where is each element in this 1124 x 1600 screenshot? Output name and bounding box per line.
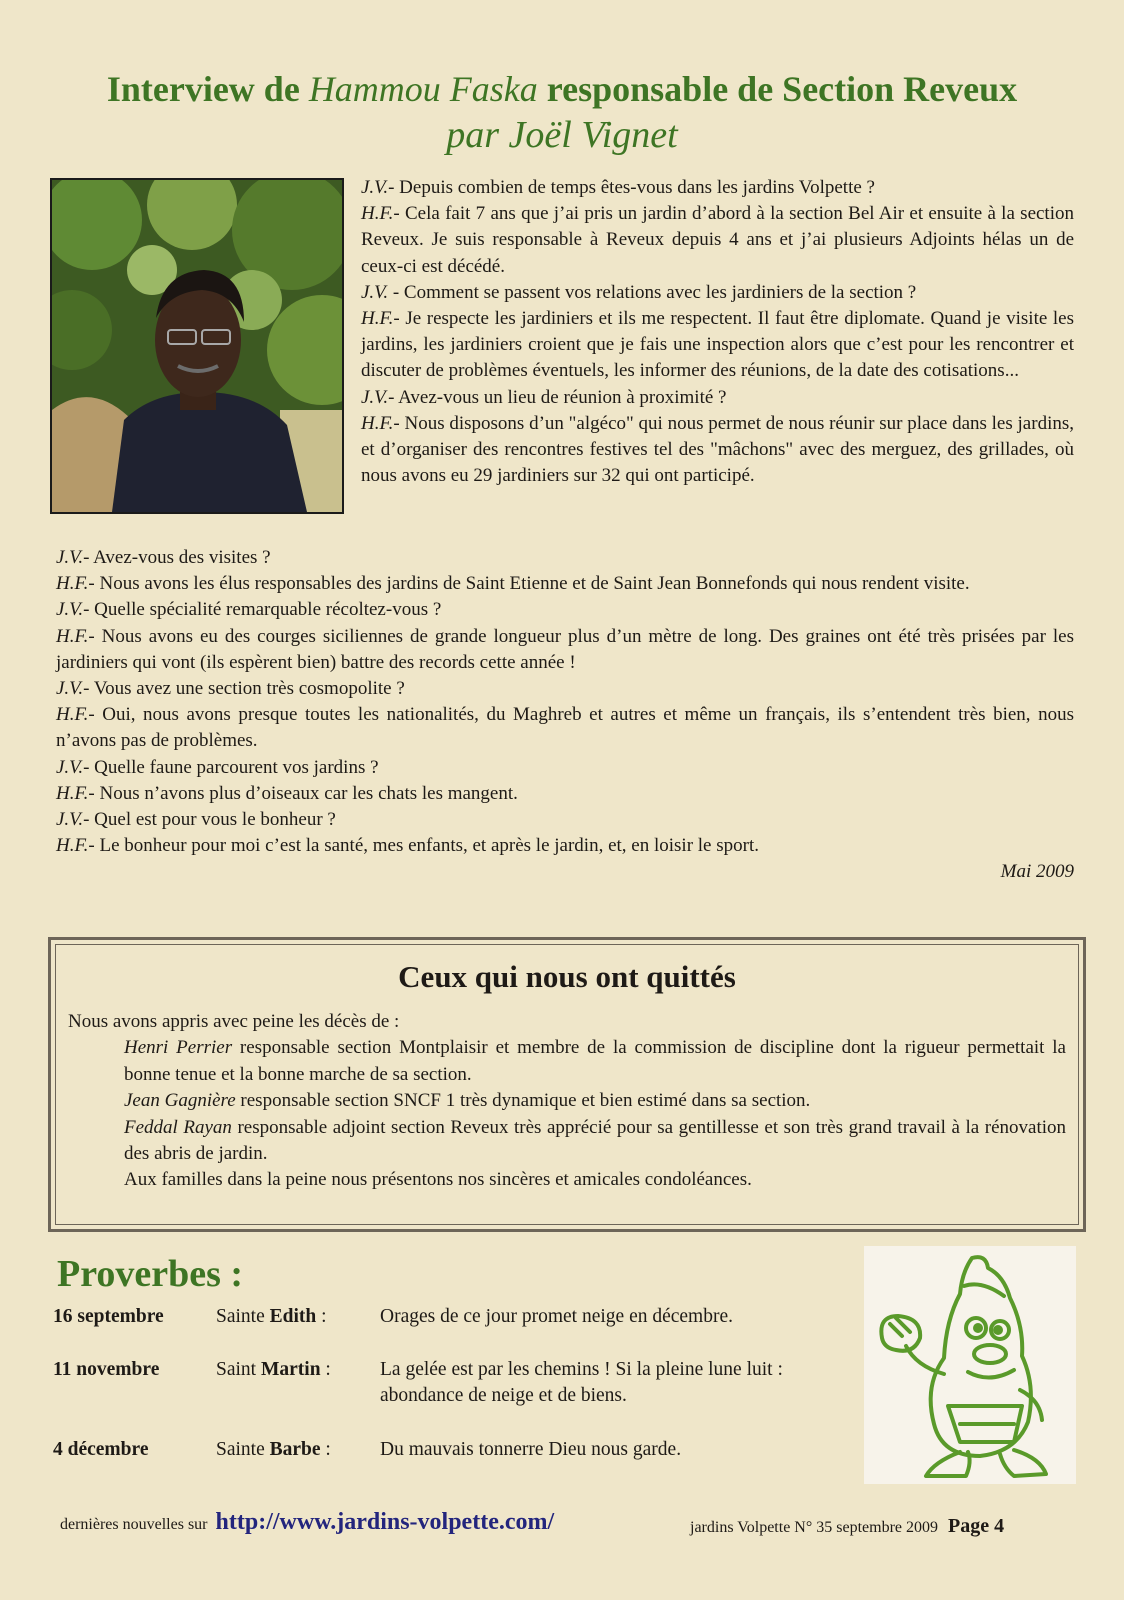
proverb-date: 4 décembre [53,1439,149,1460]
interview-date: Mai 2009 [1000,861,1074,883]
interview-line: J.V.- Avez-vous des visites ? [56,547,271,568]
proverb-text: Orages de ce jour promet neige en décembre. [380,1306,733,1327]
proverb-date: 11 novembre [53,1359,160,1380]
obituary-closing: Aux familles dans la peine nous présentons nos sincères et amicales condoléances. [124,1169,752,1191]
interview-line: J.V.- Depuis combien de temps êtes-vous dans les jardins Volpette ? [361,177,875,198]
gourd-character-icon [864,1246,1076,1484]
interview-line: H.F.- Nous disposons d’un "algéco" qui nous permet de nous réunir sur place dans les jardins, et d’organiser des rencontres festives tel des "mâchons" avec des merguez, des grillades, où nous avons eu 29 jardiniers sur 32 qui ont participé. [361,412,1074,487]
interview-line: H.F.- Nous avons les élus responsables des jardins de Saint Etienne et de Saint Jean Bonnefonds qui nous rendent visite. [56,573,970,595]
interview-text-full-width [56,545,1074,886]
interview-line: H.F.- Le bonheur pour moi c’est la santé, mes enfants, et après le jardin, et, en loisir le sport. [56,835,759,857]
proverb-saint: Sainte Edith : [216,1306,327,1327]
obituary-entry: Henri Perrier responsable section Montplaisir et membre de la commission de discipline dont la rigueur permettait la bonne tenue et la bonne marche de sa section. [124,1037,1066,1085]
interview-line: H.F.- Cela fait 7 ans que j’ai pris un jardin d’abord à la section Bel Air et ensuite à la section Reveux. Je suis responsable à Reveux depuis 4 ans et j’ai plusieurs Adjoints hélas un de ceux-ci est décédé. [361,203,1074,277]
interview-text-beside-photo [361,175,1074,489]
obituary-box [48,937,1086,1232]
interview-line: H.F.- Nous n’avons plus d’oiseaux car les chats les mangent. [56,782,518,804]
interview-line: J.V.- Vous avez une section très cosmopolite ? [56,678,405,700]
interview-line: J.V.- Quelle spécialité remarquable récoltez-vous ? [56,599,442,621]
byline: par Joël Vignet [446,114,678,156]
obituary-entry: Jean Gagnière responsable section SNCF 1 très dynamique et bien estimé dans sa section. [124,1090,811,1112]
obituary-entry: Feddal Rayan responsable adjoint section Reveux très apprécié pour sa gentillesse et son très grand travail à la rénovation des abris de jardin. [124,1116,1066,1165]
page-title: Interview de Hammou Faska responsable de Section Reveux [106,69,1018,109]
page-number: Page 4 [948,1515,1005,1537]
interview-line: H.F.- Je respecte les jardiniers et ils me respectent. Il faut être diplomate. Quand je visite les jardins, les jardiniers croient que je fais une inspection alors que c’est pour les rencontrer et discuter de problèmes éventuels, les informer des réunions, de la date des cotisations... [361,308,1074,382]
obituary-title: Ceux qui nous ont quittés [398,959,736,994]
footer-issue: jardins Volpette N° 35 septembre 2009 Page 4 [690,1515,1005,1537]
proverb-text: La gelée est par les chemins ! Si la pleine lune luit : abondance de neige et de biens. [380,1359,783,1406]
interview-line: J.V.- Quelle faune parcourent vos jardins ? [56,756,379,778]
interview-line: H.F.- Oui, nous avons presque toutes les nationalités, du Maghreb et autres et même un français, ils s’entendent très bien, nous n’avons pas de problèmes. [56,704,1074,752]
website-link[interactable]: http://www.jardins-volpette.com/ [215,1509,555,1535]
portrait-photo [50,178,344,514]
proverb-text: Du mauvais tonnerre Dieu nous garde. [380,1439,682,1460]
proverbs-title: Proverbes : [57,1253,244,1295]
proverb-saint: Sainte Barbe : [216,1439,331,1460]
interview-line: J.V.- Quel est pour vous le bonheur ? [56,809,336,831]
proverb-saint: Saint Martin : [216,1359,331,1380]
footer-website: dernières nouvelles sur http://www.jardins-volpette.com/ [60,1509,555,1535]
interview-line: H.F.- Nous avons eu des courges siciliennes de grande longueur plus d’un mètre de long. Des graines ont été très prisées par les jardiniers qui vont (ils espèrent bien) battre des records cette année ! [56,625,1074,673]
interview-line: J.V.- Avez-vous un lieu de réunion à proximité ? [361,386,727,408]
obituary-intro: Nous avons appris avec peine les décès de : [68,1011,400,1032]
proverb-date: 16 septembre [53,1306,164,1327]
interview-line: J.V. - Comment se passent vos relations avec les jardiniers de la section ? [361,281,917,303]
